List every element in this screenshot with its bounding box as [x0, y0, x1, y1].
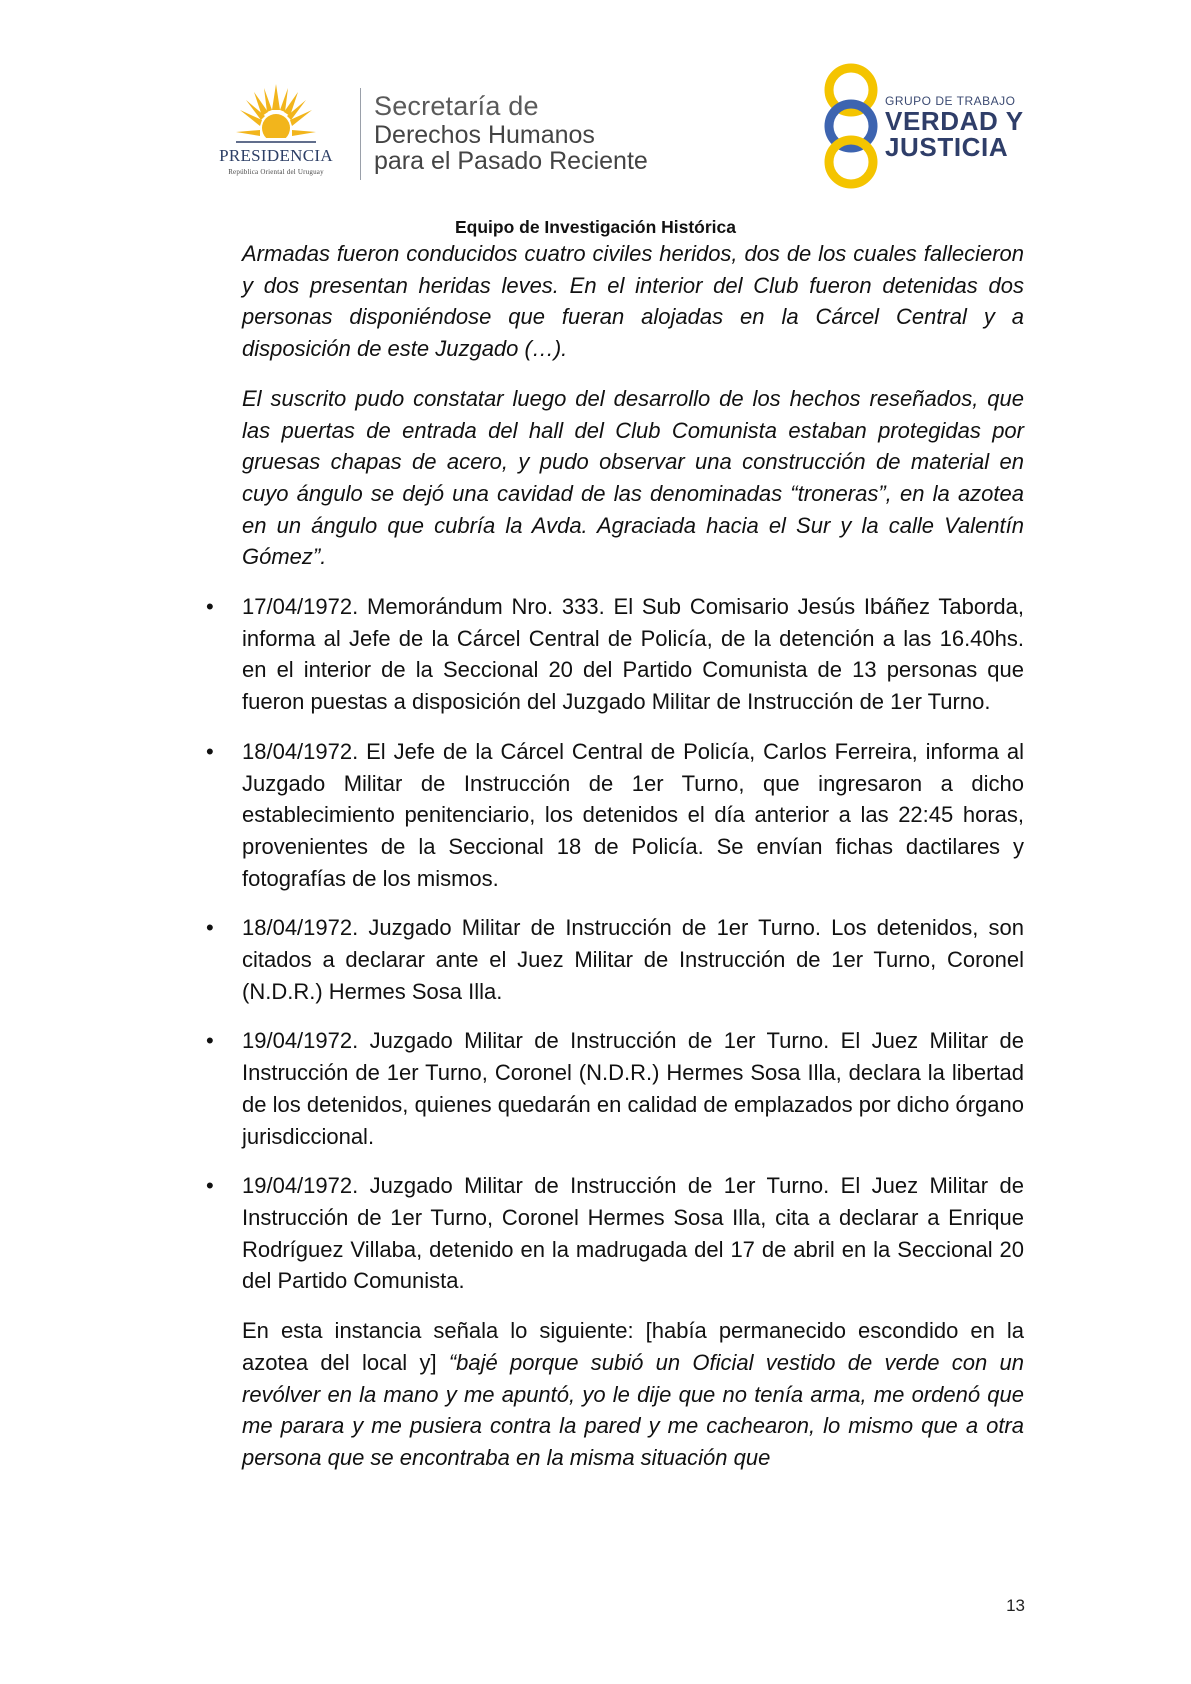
list-item — [206, 912, 1024, 1007]
list-item — [206, 1025, 1024, 1152]
list-item — [206, 591, 1024, 718]
header-divider — [360, 88, 361, 180]
secretaria-line-3: para el Pasado Reciente — [374, 147, 648, 175]
bullet-icon: • — [206, 738, 214, 764]
closing-text-normal: En esta instancia señala lo siguiente: [había permanecido escondido en la azotea del local y] — [242, 1318, 1024, 1375]
grupo-trabajo-logo-text — [885, 94, 1024, 160]
bullet-icon: • — [206, 1028, 214, 1054]
presidencia-logo — [196, 80, 356, 180]
list-item-text: 17/04/1972. Memorándum Nro. 333. El Sub Comisario Jesús Ibáñez Taborda, informa al Jefe de la Cárcel Central de Policía, de la detención a las 16.40hs. en el interior de la Seccional 20 del Partido Comunista de 13 personas que fueron puestas a disposición del Juzgado Militar de Instrucción de 1er Turno. — [242, 594, 1024, 715]
list-item-text: 19/04/1972. Juzgado Militar de Instrucción de 1er Turno. El Juez Militar de Instrucción de 1er Turno, Coronel Hermes Sosa Illa, cita a declarar a Enrique Rodríguez Villaba, detenido en la madrugada del 17 de abril en la Seccional 20 del Partido Comunista. — [242, 1173, 1024, 1294]
page-header — [0, 0, 1191, 210]
list-item — [206, 736, 1024, 895]
closing-text-quote: “bajé porque subió un Oficial vestido de verde con un revólver en la mano y me apuntó, yo le dije que no tenía arma, me ordenó que me parara y me pusiera contra la pared y me cachearon, lo mismo que a otra persona que se encontraba en la misma situación que — [242, 1349, 1024, 1470]
intro-paragraph-1: Armadas fueron conducidos cuatro civiles heridos, dos de los cuales fallecieron y dos presentan heridas leves. En el interior del Club fueron detenidas dos personas disponiéndose que fueran alojadas en la Cárcel Central y a disposición de este Juzgado (…). — [242, 241, 1024, 362]
bullet-icon: • — [206, 1173, 214, 1199]
verdad-justicia-rings-icon — [810, 62, 892, 190]
intro-paragraph-2: El suscrito pudo constatar luego del desarrollo de los hechos reseñados, que las puertas de entrada del hall del Club Comunista estaban protegidas por gruesas chapas de acero, y pudo observar una construcción de material en cuyo ángulo se dejó una cavidad de las denominadas “troneras”, en la azotea en un ángulo que cubría la Avda. Agraciada hacia el Sur y la calle Valentín Gómez”. — [242, 385, 1024, 570]
bullet-icon: • — [206, 594, 214, 620]
list-item-text: 18/04/1972. Juzgado Militar de Instrucción de 1er Turno. Los detenidos, son citados a declarar ante el Juez Militar de Instrucción de 1er Turno, Coronel (N.D.R.) Hermes Sosa Illa. — [242, 915, 1024, 1004]
grupo-line-2: VERDAD Y — [885, 106, 1024, 136]
secretaria-line-1: Secretaría de — [374, 91, 539, 121]
document-body — [206, 238, 1024, 1474]
team-title: Equipo de Investigación Histórica — [454, 217, 737, 237]
presidencia-name: PRESIDENCIA — [219, 146, 333, 165]
grupo-line-1: GRUPO DE TRABAJO — [885, 94, 1016, 108]
list-item — [206, 1170, 1024, 1297]
bullet-icon: • — [206, 915, 214, 941]
secretaria-logo-text — [374, 90, 648, 174]
grupo-line-3: JUSTICIA — [885, 132, 1009, 162]
closing-paragraph — [206, 1315, 1024, 1474]
presidencia-subtitle: República Oriental del Uruguay — [228, 168, 324, 176]
list-item-text: 19/04/1972. Juzgado Militar de Instrucción de 1er Turno. El Juez Militar de Instrucción de 1er Turno, Coronel (N.D.R.) Hermes Sosa Illa, declara la libertad de los detenidos, quienes quedarán en calidad de emplazados por dicho órgano jurisdiccional. — [242, 1028, 1024, 1149]
list-item-text: 18/04/1972. El Jefe de la Cárcel Central de Policía, Carlos Ferreira, informa al Juzgado Militar de Instrucción de 1er Turno, que ingresaron a dicho establecimiento penitenciario, los detenidos el día anterior a las 22:45 horas, provenientes de la Seccional 18 de Policía. Se envían fichas dactilares y fotografías de los mismos. — [242, 738, 1024, 891]
page-number: 13 — [1006, 1596, 1025, 1615]
secretaria-line-2: Derechos Humanos — [374, 121, 595, 149]
